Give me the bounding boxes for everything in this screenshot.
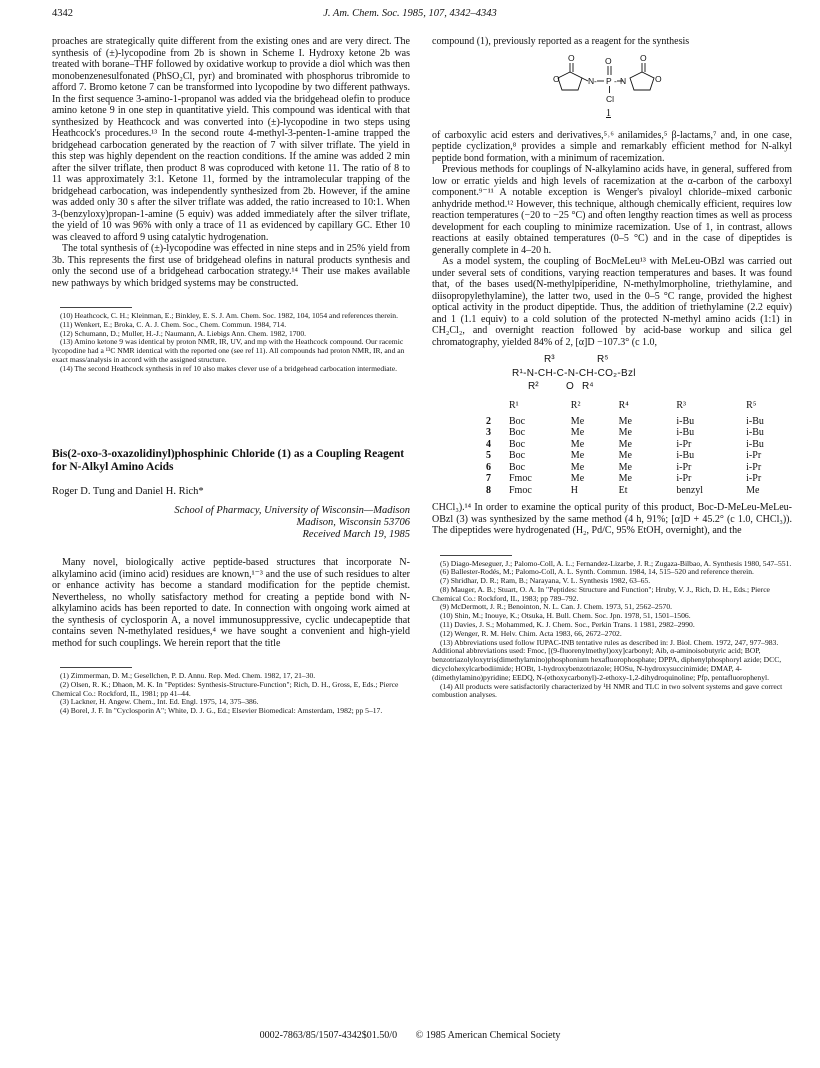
r4-label: R⁴ [582,381,594,392]
table-row [480,450,792,462]
table-cell: Me [570,438,585,450]
copyright: © 1985 American Chemical Society [415,1030,561,1041]
table-cell: Me [618,473,632,484]
body-paragraph: of carboxylic acid esters and derivatives,⁵˒⁶ anilamides,⁵ β-lactams,⁷ and, in one case, peptide cyclization,⁸ provides a simple and remarkably efficient method for N-alkyl peptide bond formation, with a minimum of racemization. [432,129,792,164]
table-cell: Boc [509,415,526,427]
table-cell: benzyl [676,484,704,496]
table-cell: Me [618,427,632,438]
body-paragraph: proaches are strategically quite different from the existing ones and are very direct. The synthesis of (±)-lycopodine from 2b is shown in Scheme I. Hydroxy ketone 2b was treated with borane–THF followed by oxidative workup to provide a diol which was then monobenzenesulfonated (PhSO₂Cl, pyr) and brominated with phosphorus tribromide to afford 7. Bromo ketone 7 can be transformed into lycopodine by two different pathways. In the first sequence 3-amino-1-propanol was added via the bridgehead olefin to produce amino ketone 9 in one step in quantitative yield. This compound was identical with that synthesized by Heathcock and was converted into (±)-lycopodine in two steps using Heathcock's procedures.¹³ In the second route 4-methyl-3-penten-1-amine trapped the bridgehead carbocation generated by the reaction of 7 with silver triflate. The yield in this step was highly dependent on the reaction conditions. If the amine was added 2 min after the silver triflate, then product 8 was coproduced with ketone 11. The ratio of 8 to 11 was approximately 3:1. Ketone 11, formed by the intramolecular trapping of the bridgehead carbocation, was independently synthesized from 2b. However, if the amine was added only 30 s after the silver triflate was added, the ratio increased to 10:1. When 3-(benzyloxy)propan-1-amine (5 equiv) was added immediately after the silver triflate, the yield of 10 was 96% with only a trace of 11 as evidenced by capillary GC. Ether 10 was cleaved to afford 9 using catalytic hydrogenation. [52,36,410,243]
footnote: (1) Zimmerman, D. M.; Gesellchen, P. D. Annu. Rep. Med. Chem. 1982, 17, 21–30. [60,671,316,681]
running-header [52,8,768,22]
affiliation-line: School of Pharmacy, University of Wisconsin—Madison [174,505,410,517]
table-cell: Me [570,450,585,461]
table-cell: Boc [509,427,526,438]
footnote: (12) Schumann, D.; Muller, H.-J.; Naumann, A. Liebigs Ann. Chem. 1982, 1700. [60,328,307,338]
column-header: R³ [676,400,687,411]
footnote: (7) Shridhar, D. R.; Ram, B.; Narayana, V. L. Synthesis 1982, 63–65. [440,576,651,586]
phosphoryl-oxygen: O [605,55,612,66]
footnote-rule [440,555,512,556]
nitrogen-right: N [620,75,627,86]
compound-number: 5 [486,450,491,461]
table-cell: Me [618,450,632,461]
footnote: (14) All products were satisfactorily characterized by ¹H NMR and TLC in two solvent systems and gave correct combustion analyses. [432,681,783,700]
left-column [52,36,410,716]
page-number: 4342 [52,8,73,19]
table-cell: Me [618,415,632,427]
compound-number: 4 [486,438,491,450]
table-cell: i-Pr [676,473,692,484]
table-cell: Fmoc [509,484,532,496]
footnote: (12) Wenger, R. M. Helv. Chim. Acta 1983, 66, 2672–2702. [440,628,622,638]
chlorine-atom: Cl [606,93,615,104]
footnote: (13) Amino ketone 9 was identical by proton NMR, IR, UV, and mp with the Heathcock compound. Our racemic lycopodine had a ¹³C NMR identical with the reported one (see ref 11). All compounds had proton NMR, IR, and an exact mass/analysis in accord with the assigned structure. [52,337,405,364]
compound-number: 2 [486,415,491,427]
table-cell: Me [618,461,632,473]
table-cell: i-Pr [746,450,762,461]
column-header: R⁴ [618,400,629,411]
compound-number: 8 [486,484,491,496]
table-cell: i-Bu [746,438,764,450]
table-cell: Me [746,484,760,496]
table-cell: i-Bu [746,415,764,427]
table-cell: Me [570,427,585,438]
affiliation-line: Madison, Wisconsin 53706 [296,517,410,529]
substituent-table [480,400,792,496]
compound-number: 6 [486,461,491,473]
compound-number: 7 [486,473,491,484]
table-cell: i-Bu [746,427,764,438]
table-cell: i-Bu [676,415,695,427]
column-header: R¹ [509,400,519,411]
footnote: (4) Borel, J. F. In "Cyclosporin A"; White, D. J. G., Ed.; Elsevier Biomedical: Amsterdam, 1982; pp 5–17. [60,706,383,716]
ring-oxygen-right: O [655,73,662,84]
footnote: (11) Davies, J. S.; Mohammed, K. J. Chem. Soc., Perkin Trans. 1 1981, 2982–2990. [440,620,695,630]
bop-cl-structure-drawing [432,48,792,130]
compound-label: 1 [606,107,611,119]
table-cell: i-Pr [746,473,762,484]
footnote: (6) Ballester-Rodés, M.; Palomo-Coll, A. L. Synth. Commun. 1984, 14, 515–520 and reference therein. [440,567,754,577]
table-row [480,485,792,497]
bond-dash: - [594,75,597,86]
footnote: (8) Mauger, A. B.; Stuart, O. A. In "Peptides: Structure and Function"; Hruby, V. J., Rich, D. H., Eds.; Pierce Chemical Co.: Rockford, IL, 1983; pp 789–792. [432,584,770,603]
table-cell: Boc [509,461,526,473]
footnote: (9) McDermott, J. R.; Benointon, N. L. Can. J. Chem. 1973, 51, 2562–2570. [440,602,673,612]
table-cell: Me [570,473,585,484]
footnote-rule [60,307,132,308]
column-header: R² [570,400,581,411]
footnote: (14) The second Heathcock synthesis in ref 10 also makes clever use of a bridgehead carbocation intermediate. [60,363,398,373]
table-cell: i-Pr [676,461,692,473]
footnote: (5) Diago-Meseguer, J.; Palomo-Coll, A. L.; Fernandez-Lizarbe, J. R.; Zugaza-Bilbao, A. Synthesis 1980, 547–551. [440,558,792,568]
table-cell: H [570,484,579,496]
body-paragraph: Previous methods for couplings of N-alkylamino acids have, in general, suffered from low or erratic yields and high levels of racemization at the α-carbon of the carboxyl component.⁹⁻¹¹ A notable exception is Wenger's pivaloyl chloride–mixed carbonic anhydride method.¹² However, this technique, although chemically efficient, requires low reaction temperatures (−20 to −25 °C) and often lengthy reaction times as well as process development for each coupling to minimize racemization. Use of 1, in contrast, allows reactions at easily obtained temperatures (0–5 °C) and in the case of dipeptides is generally complete in 4–20 h. [432,164,792,256]
article-title: Bis(2-oxo-3-oxazolidinyl)phosphinic Chloride (1) as a Coupling Reagent for N-Alkyl Amino Acids [52,447,405,473]
body-paragraph: compound (1), previously reported as a reagent for the synthesis [432,36,690,47]
body-paragraph: Many novel, biologically active peptide-based structures that incorporate N-alkylamino acid (imino acid) residues are known,¹⁻³ and the use of such residues to alter or enhance activity has become a standard modification for the peptide chemist. Nevertheless, no wholly satisfactory method for creating a peptide bond with N-alkylamino acids has been reported to date. In connection with ongoing work aimed at the synthesis of cyclosporin A, a novel immunosuppressive, cyclic undecapeptide that contains seven N-methylated residues,⁴ we have sought a convenient and high-yield method for such couplings. We herein report that the title [52,557,410,649]
table-row [480,462,792,474]
footnote: (10) Shin, M.; Inouye, K.; Otsuka, H. Bull. Chem. Soc. Jpn. 1978, 51, 1501–1506. [440,611,691,621]
table-row [480,473,792,485]
journal-citation: J. Am. Chem. Soc. 1985, 107, 4342–4343 [323,8,497,19]
r3-label: R³ [544,354,555,365]
table-row [480,439,792,451]
table-cell: Me [570,415,585,427]
carbonyl-oxygen-right: O [640,52,647,63]
affiliation [52,505,410,541]
footnotes-block [432,560,792,701]
table-header-blank [480,400,503,416]
table-cell: Me [618,438,632,450]
dipeptide-structure [432,348,792,400]
footnote: (2) Olsen, R. K.; Dhaon, M. K. In "Peptides: Synthesis-Structure-Function"; Rich, D. H., Gross, E, Eds.; Pierce Chemical Co.: Rockford, IL, 1981; pp 41–44. [52,679,399,698]
bond-dash: - [614,75,617,86]
table-cell: i-Pr [676,438,692,450]
ring-oxygen-left: O [553,73,560,84]
carbonyl-oxygen-left: O [568,52,575,63]
body-paragraph: The total synthesis of (±)-lycopodine was effected in nine steps and in 25% yield from 3b. This represents the first use of bridgehead olefins in natural products synthesis and only the second use of a bridgehead carbocation strategy.¹⁴ Their use makes available new pathways by which bridged systems may be constructed. [52,243,410,289]
reagent-structure-1 [432,48,792,130]
received-date: Received March 19, 1985 [302,529,410,541]
table-cell: Fmoc [509,473,532,484]
footnote: (3) Lackner, H. Angew. Chem., Int. Ed. Engl. 1975, 14, 375–386. [60,697,259,707]
body-paragraph: CHCl₃).¹⁴ In order to examine the optical purity of this product, Boc-D-MeLeu-MeLeu-OBzl (3) was synthesized by the same method (4 h, 91%; [α]D + 45.2° (c 1.0, CHCl₃)). The dipeptides were hydrogenated (H₂, Pd/C, 95% EtOH, overnight), and the [432,502,792,536]
carbonyl-o-label: O [566,381,574,392]
footnote: (11) Wenkert, E.; Broka, C. A. J. Chem. Soc., Chem. Commun. 1984, 714. [60,319,287,329]
nitrogen-left: N [588,75,595,86]
r5-label: R⁵ [597,354,609,365]
footnotes-block [52,672,410,716]
table-row [480,427,792,439]
peptide-backbone: R¹-N-CH-C-N-CH-CO₂-Bzl [512,368,636,379]
page-footer [0,1030,820,1041]
table-row [480,416,792,428]
r2-label: R² [528,381,539,392]
table-cell: Boc [509,438,526,450]
table-cell: i-Pr [746,461,762,473]
body-paragraph: As a model system, the coupling of BocMeLeu¹³ with MeLeu-OBzl was carried out under several sets of conditions, varying reaction temperatures and bases. It was found that, of the bases used(N-methylpiperidine, N-methylmorpholine, triethylamine, and diisopropylethylamine), the latter two, used in the 0–5 °C range, provided the highest optical activity in the product dipeptide. Thus, the addition of triethylamine (2.2 equiv) and 1 (1.1 equiv) to a cold solution of the protected N-methyl amino acids (1:1) in CH₂Cl₂, and overnight reaction followed by acid-base workup and silica gel chromatography, yielded 84% of 2, [α]D −107.3° (c 1.0, [432,256,792,348]
right-column [432,36,792,700]
footnotes-block [52,312,410,374]
table-cell: Me [570,461,585,473]
table-header-row [480,400,792,416]
footnote: (10) Heathcock, C. H.; Kleinman, E.; Binkley, E. S. J. Am. Chem. Soc. 1982, 104, 1054 and references therein. [60,311,398,320]
table-cell: Boc [509,450,526,461]
compound-number: 3 [486,427,491,438]
table-cell: Et [618,484,628,496]
phosphorus-atom: P [606,75,612,86]
table-cell: i-Bu [676,450,695,461]
authors: Roger D. Tung and Daniel H. Rich* [52,485,204,497]
table-cell: i-Bu [676,427,695,438]
footnote: (13) Abbreviations used follow IUPAC-INB tentative rules as described in: J. Biol. Chem. 1972, 247, 977–983. Additional abbreviations used: Fmoc, [(9-fluorenylmethyl)oxy]carbonyl; Aib, α-aminoisobutyric acid; BOP, benzotriazolyloxytris(dimethylamino)phosphonium hexafluorophosphate; DPPA, diphenylphosphoryl azide; DCC, dicyclohexylcarbodiimide; HOBt, 1-hydroxybenzotriazole; HOSu, N-hydroxysuccinimide; DMAP, 4-(dimethylamino)pyridine; EEDQ, N-(ethoxycarbonyl)-2-ethoxy-1,2-dihydroquinoline; Pfp, pentafluorophenyl. [432,637,782,682]
issn-code: 0002-7863/85/1507-4342$01.50/0 [259,1030,398,1041]
column-header: R⁵ [746,400,757,411]
footnote-rule [60,667,132,668]
